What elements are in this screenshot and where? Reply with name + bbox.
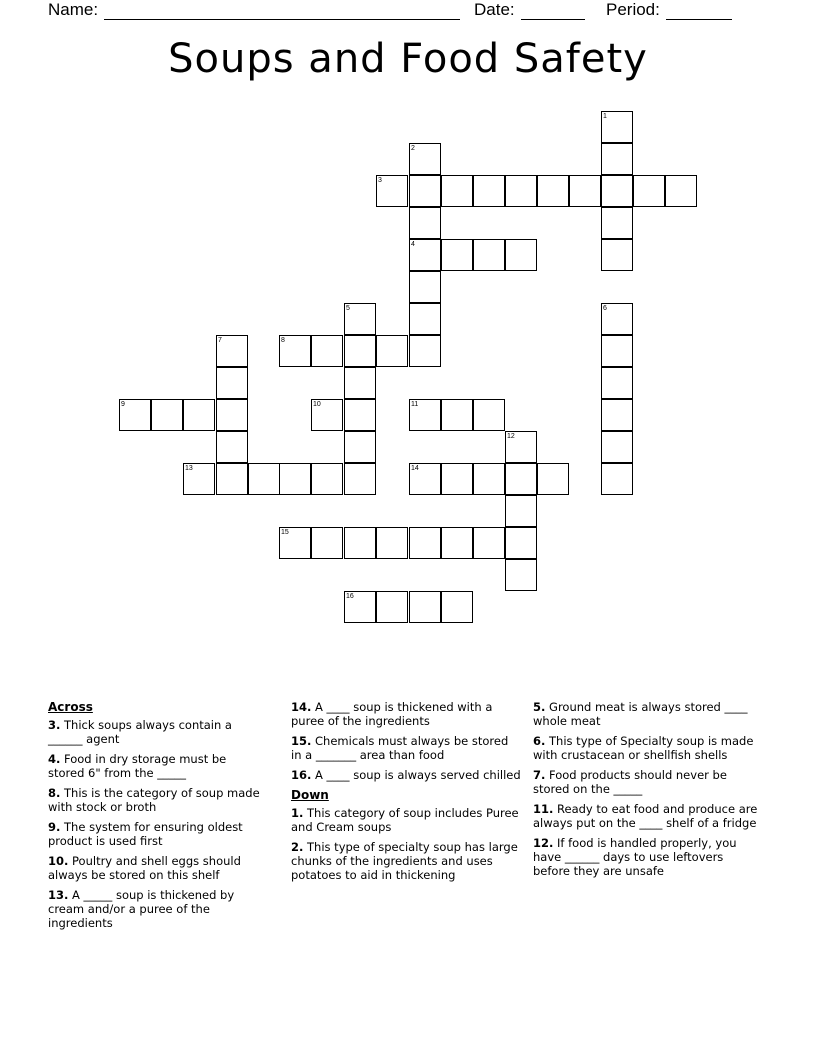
date-label: Date:: [474, 0, 515, 19]
grid-cell[interactable]: [279, 463, 311, 495]
clue-number: 12.: [533, 836, 554, 850]
clue-text: Thick soups always contain a ______ agent: [48, 718, 232, 746]
grid-cell[interactable]: [601, 463, 633, 495]
clue-number-label: 1: [603, 113, 607, 120]
grid-cell[interactable]: [376, 527, 408, 559]
grid-cell[interactable]: [376, 335, 408, 367]
grid-cell[interactable]: [344, 367, 376, 399]
clue-number: 1.: [291, 806, 304, 820]
grid-cell[interactable]: [473, 239, 505, 271]
clue-number-label: 10: [313, 401, 321, 408]
grid-cell[interactable]: [216, 399, 248, 431]
clue-item: [48, 718, 263, 746]
clue-item: [291, 734, 521, 762]
clue-item: [533, 768, 758, 796]
grid-cell[interactable]: [505, 239, 537, 271]
clue-text: The system for ensuring oldest product is used first: [48, 820, 243, 848]
across-heading: Across: [48, 700, 93, 714]
grid-cell[interactable]: [344, 335, 376, 367]
grid-cell[interactable]: [601, 207, 633, 239]
grid-cell[interactable]: [473, 463, 505, 495]
clue-number: 10.: [48, 854, 69, 868]
clue-item: [533, 836, 758, 878]
grid-cell[interactable]: [216, 463, 248, 495]
grid-cell[interactable]: [505, 527, 537, 559]
grid-cell[interactable]: [441, 239, 473, 271]
clue-number: 6.: [533, 734, 546, 748]
grid-cell[interactable]: [665, 175, 697, 207]
grid-cell[interactable]: [473, 175, 505, 207]
clue-number: 14.: [291, 700, 312, 714]
grid-cell[interactable]: [441, 591, 473, 623]
grid-cell[interactable]: [505, 495, 537, 527]
grid-cell[interactable]: [344, 431, 376, 463]
grid-cell[interactable]: [633, 175, 665, 207]
clue-text: A _____ soup is thickened by cream and/or a puree of the ingredients: [48, 888, 235, 930]
clue-item: [291, 840, 521, 882]
clue-number: 16.: [291, 768, 312, 782]
clue-item: [533, 734, 758, 762]
clue-number-label: 4: [411, 241, 415, 248]
clue-number-label: 5: [346, 305, 350, 312]
clue-number-label: 3: [378, 177, 382, 184]
clues-column-3: [533, 700, 758, 884]
clue-number-label: 6: [603, 305, 607, 312]
down-clue-list-continued: [533, 700, 758, 878]
clue-number-label: 14: [411, 465, 419, 472]
clue-item: [48, 854, 263, 882]
clue-number-label: 9: [121, 401, 125, 408]
clue-text: This category of soup includes Puree and Cream soups: [291, 806, 519, 834]
grid-cell[interactable]: [409, 527, 441, 559]
clue-text: Chemicals must always be stored in a _______ area than food: [291, 734, 509, 762]
across-clue-list: [48, 718, 263, 930]
grid-cell[interactable]: [441, 527, 473, 559]
clue-number: 15.: [291, 734, 312, 748]
clue-item: [291, 806, 521, 834]
grid-cell[interactable]: [601, 239, 633, 271]
clue-text: Food products should never be stored on the _____: [533, 768, 727, 796]
clue-text: This is the category of soup made with stock or broth: [48, 786, 260, 814]
grid-cell[interactable]: [473, 527, 505, 559]
clue-number-label: 13: [185, 465, 193, 472]
clue-number: 4.: [48, 752, 61, 766]
clue-number-label: 8: [281, 337, 285, 344]
clue-number: 3.: [48, 718, 61, 732]
grid-cell[interactable]: [344, 527, 376, 559]
grid-cell[interactable]: [601, 335, 633, 367]
grid-cell[interactable]: [441, 399, 473, 431]
grid-cell[interactable]: [409, 303, 441, 335]
clue-number: 9.: [48, 820, 61, 834]
down-clue-list: [291, 806, 521, 882]
grid-cell[interactable]: [441, 175, 473, 207]
grid-cell[interactable]: [409, 591, 441, 623]
grid-cell[interactable]: [409, 207, 441, 239]
clue-text: This type of Specialty soup is made with crustacean or shellfish shells: [533, 734, 754, 762]
grid-cell[interactable]: [409, 175, 441, 207]
clue-number: 13.: [48, 888, 69, 902]
grid-cell[interactable]: [505, 559, 537, 591]
grid-cell[interactable]: [601, 399, 633, 431]
grid-cell[interactable]: [376, 591, 408, 623]
grid-cell[interactable]: [537, 175, 569, 207]
grid-cell[interactable]: [409, 335, 441, 367]
grid-cell[interactable]: [409, 271, 441, 303]
across-clue-list-continued: [291, 700, 521, 782]
clue-number-label: 11: [411, 401, 419, 408]
grid-cell[interactable]: [311, 463, 343, 495]
clue-number: 5.: [533, 700, 546, 714]
clue-text: Ready to eat food and produce are always put on the ____ shelf of a fridge: [533, 802, 758, 830]
clue-text: A ____ soup is always served chilled: [311, 768, 521, 782]
clue-item: [48, 786, 263, 814]
grid-cell[interactable]: [216, 367, 248, 399]
grid-cell[interactable]: [569, 175, 601, 207]
clue-text: Food in dry storage must be stored 6" from the _____: [48, 752, 227, 780]
clue-number-label: 7: [218, 337, 222, 344]
clue-number: 11.: [533, 802, 554, 816]
clue-item: [48, 752, 263, 780]
grid-cell[interactable]: [344, 399, 376, 431]
grid-cell[interactable]: [473, 399, 505, 431]
grid-cell[interactable]: [537, 463, 569, 495]
grid-cell[interactable]: [183, 399, 215, 431]
clue-text: Ground meat is always stored ____ whole meat: [533, 700, 748, 728]
clue-item: [291, 768, 521, 782]
grid-cell[interactable]: [601, 175, 633, 207]
grid-cell[interactable]: [601, 143, 633, 175]
clue-number-label: 15: [281, 529, 289, 536]
grid-cell[interactable]: [441, 463, 473, 495]
clue-number-label: 12: [507, 433, 515, 440]
clue-item: [48, 820, 263, 848]
grid-cell[interactable]: [601, 367, 633, 399]
clue-item: [533, 802, 758, 830]
clue-text: Poultry and shell eggs should always be stored on this shelf: [48, 854, 241, 882]
period-label: Period:: [606, 0, 660, 19]
clue-text: If food is handled properly, you have ______ days to use leftovers before they are unsafe: [533, 836, 737, 878]
clue-number-label: 2: [411, 145, 415, 152]
grid-cell[interactable]: [311, 527, 343, 559]
grid-cell[interactable]: [344, 463, 376, 495]
clue-text: A ____ soup is thickened with a puree of the ingredients: [291, 700, 493, 728]
grid-cell[interactable]: [505, 463, 537, 495]
clue-text: This type of specialty soup has large chunks of the ingredients and uses potatoes to aid in thickening: [291, 840, 518, 882]
clue-item: [291, 700, 521, 728]
clue-number: 8.: [48, 786, 61, 800]
grid-cell[interactable]: [601, 431, 633, 463]
clue-number: 2.: [291, 840, 304, 854]
name-label: Name:: [48, 0, 99, 19]
clue-number: 7.: [533, 768, 546, 782]
page-title: Soups and Food Safety: [168, 36, 648, 82]
grid-cell[interactable]: [505, 175, 537, 207]
grid-cell[interactable]: [151, 399, 183, 431]
grid-cell[interactable]: [248, 463, 280, 495]
clue-number-label: 16: [346, 593, 354, 600]
clues-column-1: [48, 700, 263, 936]
grid-cell[interactable]: [311, 335, 343, 367]
grid-cell[interactable]: [216, 431, 248, 463]
clues-column-2: [291, 700, 521, 888]
down-heading: Down: [291, 788, 329, 802]
clue-item: [48, 888, 263, 930]
clue-item: [533, 700, 758, 728]
